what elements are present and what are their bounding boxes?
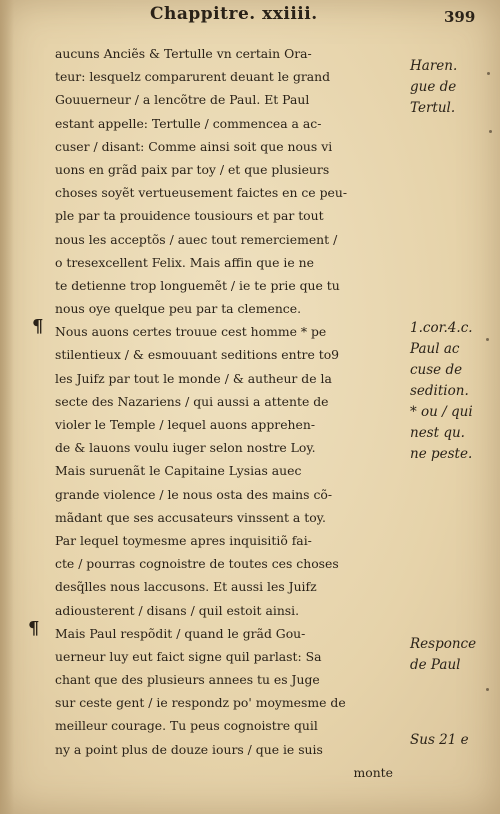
running-title: Chappitre. xxiiii. xyxy=(150,4,318,24)
text-line: estant appelle: Tertulle / commencea a ac- xyxy=(55,115,322,131)
margin-line: Tertul. xyxy=(410,100,456,116)
text-line: les Juifz par tout le monde / & autheur de la xyxy=(55,370,332,386)
folio-number: 399 xyxy=(444,8,476,26)
text-line: Par lequel toymesme apres inquisitiõ fai- xyxy=(55,532,312,548)
text-line: ple par ta prouidence tousiours et par tout xyxy=(55,208,324,224)
margin-line: sedition. xyxy=(410,383,469,399)
margin-note-sus xyxy=(410,730,496,751)
text-line: nous les acceptõs / auec tout remerciement / xyxy=(55,231,338,247)
margin-line: Sus 21 e xyxy=(410,732,469,748)
text-line: adiousterent / disans / quil estoit ainsi. xyxy=(55,602,300,618)
body-text-column xyxy=(55,42,407,784)
text-line: ny a point plus de douze iours / que ie suis xyxy=(55,741,323,757)
text-line: chant que des plusieurs annees tu es Juge xyxy=(55,672,320,688)
text-line: nous oye quelque peu par ta clemence. xyxy=(55,301,302,317)
margin-line: * ou / qui xyxy=(410,404,473,420)
margin-note-reference xyxy=(410,318,496,465)
text-line: uerneur luy eut faict signe quil parlast: Sa xyxy=(55,648,322,664)
margin-note-response xyxy=(410,634,496,676)
text-line: te detienne trop longuemẽt / ie te prie que tu xyxy=(55,277,340,293)
text-line: Mais suruenãt le Capitaine Lysias auec xyxy=(55,463,302,479)
margin-line: Responce xyxy=(410,636,477,652)
text-line: grande violence / le nous osta des mains cõ- xyxy=(55,486,333,502)
margin-line: cuse de xyxy=(410,362,463,378)
text-line: Nous auons certes trouue cest homme * pe xyxy=(55,324,327,340)
ink-speck xyxy=(489,130,492,133)
text-line: Mais Paul respõdit / quand le grãd Gou- xyxy=(55,625,306,641)
margin-line: Haren. xyxy=(410,58,458,74)
margin-line: de Paul xyxy=(410,657,461,673)
text-line: meilleur courage. Tu peus cognoistre quil xyxy=(55,718,318,734)
text-line: cuser / disant: Comme ainsi soit que nous vi xyxy=(55,138,333,154)
text-line: de & lauons voulu iuger selon nostre Loy. xyxy=(55,440,316,456)
text-line: Gouuerneur / a lencõtre de Paul. Et Paul xyxy=(55,92,310,108)
margin-line: ne peste. xyxy=(410,446,473,462)
text-line: desq̃lles nous laccusons. Et aussi les Juifz xyxy=(55,579,317,595)
page-gutter-shadow xyxy=(0,0,14,814)
margin-line: 1.cor.4.c. xyxy=(410,320,473,336)
paragraph-mark: ¶ xyxy=(32,316,44,337)
text-line: cte / pourras cognoistre de toutes ces choses xyxy=(55,556,339,572)
ink-speck xyxy=(487,72,490,75)
margin-note-harangue xyxy=(410,56,496,119)
text-line: violer le Temple / lequel auons apprehen- xyxy=(55,417,316,432)
text-line: teur: lesquelz comparurent deuant le grand xyxy=(55,69,331,85)
text-line: mãdant que ses accusateurs vinssent a toy. xyxy=(55,509,326,525)
margin-line: Paul ac xyxy=(410,341,460,357)
text-line: sur ceste gent / ie respondz po' moymesme de xyxy=(55,695,346,711)
text-line: stilentieux / & esmouuant seditions entre to9 xyxy=(55,347,340,363)
text-line: o tresexcellent Felix. Mais affin que ie ne xyxy=(55,254,314,270)
paragraph-mark: ¶ xyxy=(28,618,40,639)
text-line: choses soyẽt vertueusement faictes en ce peu- xyxy=(55,185,348,201)
margin-line: nest qu. xyxy=(410,425,465,441)
text-line: secte des Nazariens / qui aussi a attente de xyxy=(55,393,329,409)
text-line: uons en grãd paix par toy / et que plusieurs xyxy=(55,161,330,177)
text-line: aucuns Anciẽs & Tertulle vn certain Ora- xyxy=(55,46,312,61)
ink-speck xyxy=(486,338,489,341)
margin-line: gue de xyxy=(410,79,457,95)
ink-speck xyxy=(486,688,489,691)
catchword: monte xyxy=(353,764,393,780)
